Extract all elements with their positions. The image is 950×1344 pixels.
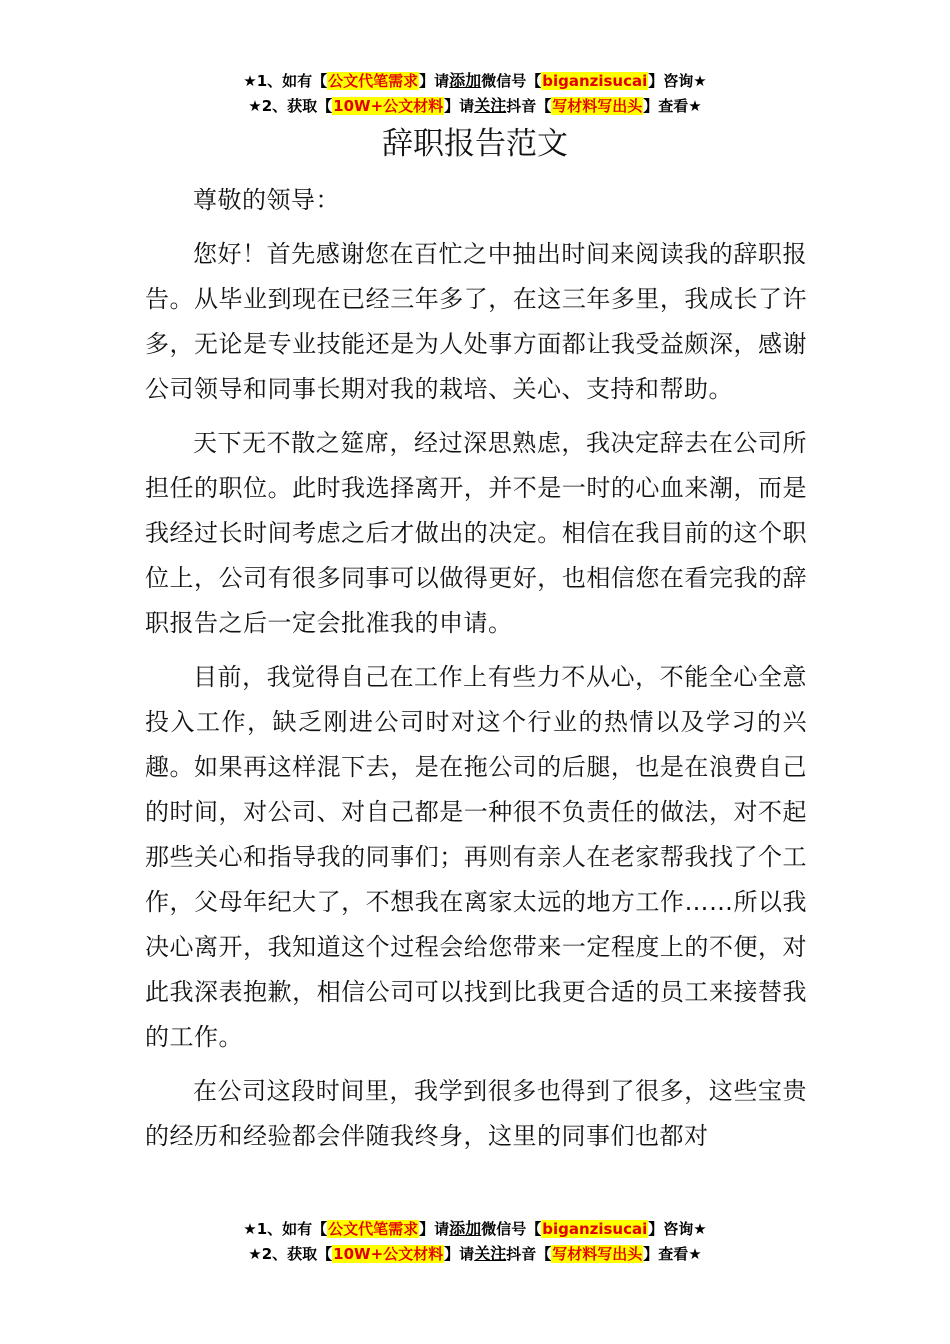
document-body xyxy=(145,178,807,1168)
highlight-materials: 10W+公文材料 xyxy=(333,97,444,115)
highlight-wechat-id: biganzisucai xyxy=(542,72,648,90)
document-title: 辞职报告范文 xyxy=(382,126,568,162)
highlight-douyin-account: 写材料写出头 xyxy=(552,1245,643,1263)
star-icon: ★ xyxy=(248,1245,262,1263)
highlight-wechat-id: biganzisucai xyxy=(542,1220,648,1238)
highlight-service: 公文代笔需求 xyxy=(328,72,419,90)
banner-line-2: ★2、获取【10W+公文材料】请关注抖音【写材料写出头】查看★ xyxy=(248,96,702,115)
footer-banner xyxy=(0,1216,950,1266)
star-icon: ★ xyxy=(693,1220,707,1238)
star-icon: ★ xyxy=(243,1220,257,1238)
highlight-materials: 10W+公文材料 xyxy=(333,1245,444,1263)
highlight-service: 公文代笔需求 xyxy=(328,1220,419,1238)
highlight-douyin-account: 写材料写出头 xyxy=(552,97,643,115)
paragraph-4: 在公司这段时间里，我学到很多也得到了很多，这些宝贵的经历和经验都会伴随我终身，这里的同事们也都对 xyxy=(145,1077,807,1150)
star-icon: ★ xyxy=(243,72,257,90)
banner-line-1: ★1、如有【公文代笔需求】请添加微信号【biganzisucai】咨询★ xyxy=(243,1219,707,1238)
underline-add: 添加 xyxy=(449,1219,482,1238)
star-icon: ★ xyxy=(693,72,707,90)
paragraph-1: 您好！首先感谢您在百忙之中抽出时间来阅读我的辞职报告。从毕业到现在已经三年多了，在这三年多里，我成长了许多，无论是专业技能还是为人处事方面都让我受益颇深，感谢公司领导和同事长期对我的栽培、关心、支持和帮助。 xyxy=(145,240,807,403)
paragraph-3: 目前，我觉得自己在工作上有些力不从心，不能全心全意投入工作，缺乏刚进公司时对这个行业的热情以及学习的兴趣。如果再这样混下去，是在拖公司的后腿，也是在浪费自己的时间，对公司、对自己都是一种很不负责任的做法，对不起那些关心和指导我的同事们；再则有亲人在老家帮我找了个工作，父母年纪大了，不想我在离家太远的地方工作……所以我决心离开，我知道这个过程会给您带来一定程度上的不便，对此我深表抱歉，相信公司可以找到比我更合适的员工来接替我的工作。 xyxy=(145,663,807,1051)
underline-add: 添加 xyxy=(449,71,482,90)
paragraph-2: 天下无不散之筵席，经过深思熟虑，我决定辞去在公司所担任的职位。此时我选择离开，并不是一时的心血来潮，而是我经过长时间考虑之后才做出的决定。相信在我目前的这个职位上，公司有很多同事可以做得更好，也相信您在看完我的辞职报告之后一定会批准我的申请。 xyxy=(145,429,807,637)
underline-follow: 关注 xyxy=(474,96,507,115)
header-banner xyxy=(0,68,950,118)
salutation: 尊敬的领导： xyxy=(193,186,340,214)
banner-line-1: ★1、如有【公文代笔需求】请添加微信号【biganzisucai】咨询★ xyxy=(243,71,707,90)
star-icon: ★ xyxy=(248,97,262,115)
underline-follow: 关注 xyxy=(474,1244,507,1263)
banner-line-2: ★2、获取【10W+公文材料】请关注抖音【写材料写出头】查看★ xyxy=(248,1244,702,1263)
star-icon: ★ xyxy=(688,97,702,115)
star-icon: ★ xyxy=(688,1245,702,1263)
